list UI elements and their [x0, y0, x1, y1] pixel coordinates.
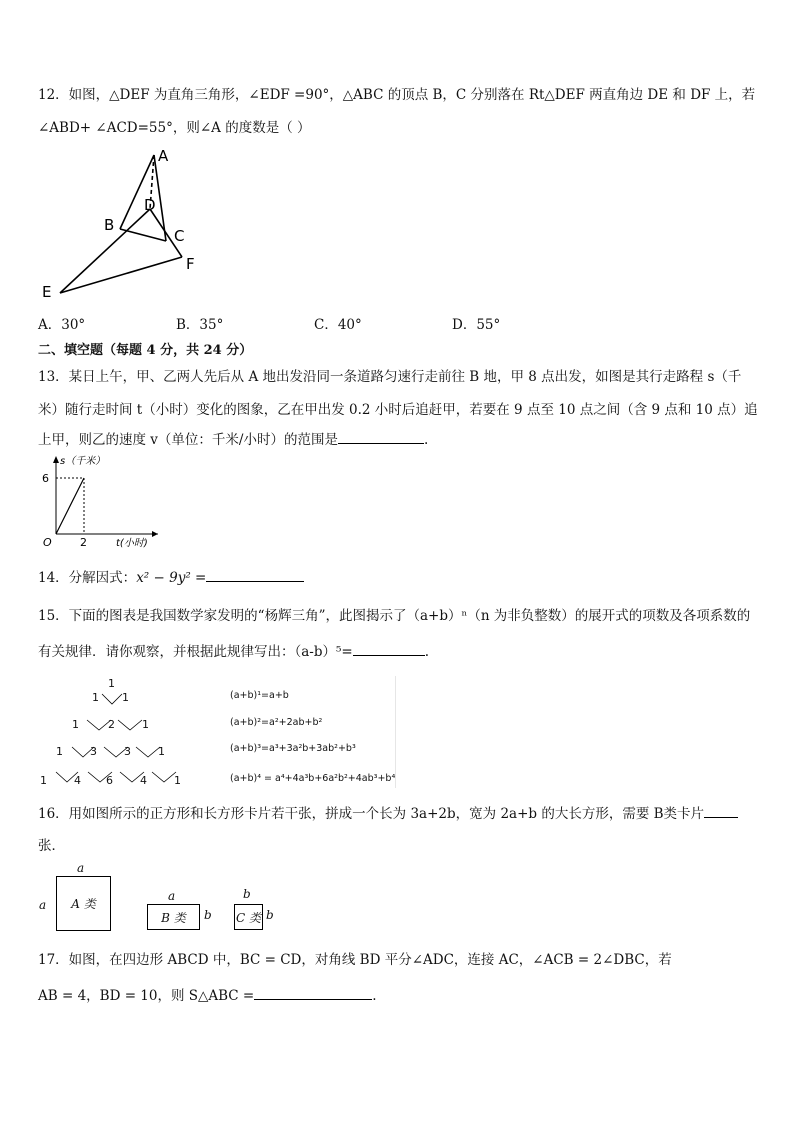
q16-answer-blank: [704, 803, 738, 818]
expansion-3: (a+b)³=a³+3a²b+3ab²+b³: [230, 743, 356, 754]
tri-r4-2: 3: [124, 745, 131, 758]
q16-line2: 张．: [38, 838, 65, 854]
q14-line: [38, 566, 304, 586]
q17-answer-blank: [254, 985, 372, 1000]
graph-origin: O: [43, 536, 52, 549]
label-C: C: [174, 227, 185, 245]
q15-line1: 15．下面的图表是我国数学家发明的“杨辉三角”，此图揭示了（a+b）ⁿ（n 为非负整数）的展开式的项数及各项系数的: [38, 608, 751, 624]
q17-line2-end: .: [372, 988, 377, 1004]
label-A: A: [158, 147, 169, 165]
q12-option-b: B．35°: [176, 317, 224, 333]
tri-r5-4: 1: [174, 774, 181, 787]
q12-option-a: A．30°: [38, 317, 86, 333]
q12-triangle-figure: [36, 143, 206, 303]
tri-r5-0: 1: [40, 774, 47, 787]
q14-expr: x² − 9y² =: [136, 570, 207, 586]
q16-line1: [38, 802, 738, 822]
q13-answer-blank: [338, 429, 424, 444]
tri-r4-1: 3: [90, 745, 97, 758]
label-B: B: [104, 216, 115, 234]
card-b-right-label: b: [204, 908, 212, 922]
q13-line1: 13．某日上午，甲、乙两人先后从 A 地出发沿同一条道路匀速行走前往 B 地，甲 8 点出发，如图是其行走路程 s（千: [38, 369, 742, 385]
tri-r2-1: 1: [122, 691, 129, 704]
tri-r4-3: 1: [158, 745, 165, 758]
card-b: B 类: [147, 904, 200, 930]
card-b-top-label: a: [168, 889, 176, 903]
card-a: A 类: [56, 876, 111, 931]
card-c: C 类: [234, 904, 263, 930]
tri-r5-3: 4: [140, 774, 147, 787]
card-c-right-label: b: [266, 908, 274, 922]
graph-ylabel: s（千米）: [60, 456, 106, 467]
tri-r4-0: 1: [56, 745, 63, 758]
yanghui-triangle: [36, 672, 206, 792]
card-c-top-label: b: [243, 887, 251, 901]
q15-line2: [38, 640, 429, 660]
q13-line3: [38, 428, 428, 448]
graph-xtick: 2: [80, 536, 87, 549]
label-F: F: [186, 255, 195, 273]
q12-line1: 12．如图，△DEF 为直角三角形，∠EDF =90°，△ABC 的顶点 B，C 分别落在 Rt△DEF 两直角边 DE 和 DF 上，若: [38, 87, 756, 103]
expansion-4: (a+b)⁴ = a⁴+4a³b+6a²b²+4ab³+b⁴: [230, 773, 396, 784]
tri-r3-0: 1: [72, 718, 79, 731]
q17-line2: [38, 984, 377, 1004]
q15-line2-text: 有关规律．请你观察，并根据此规律写出：（a-b）⁵=: [38, 644, 353, 660]
expansion-2: (a+b)²=a²+2ab+b²: [230, 717, 323, 728]
q12-line2: ∠ABD+ ∠ACD=55°，则∠A 的度数是（ ）: [38, 120, 311, 136]
card-a-left-label: a: [39, 898, 47, 912]
label-D: D: [144, 196, 156, 214]
graph-xlabel: t(小时): [116, 538, 148, 549]
tri-r5-2: 6: [106, 774, 113, 787]
tri-r3-1: 2: [108, 718, 115, 731]
q13-line3-text: 上甲，则乙的速度 v（单位：千米/小时）的范围是: [38, 432, 338, 448]
q15-answer-blank: [353, 641, 425, 656]
q13-distance-time-graph: [38, 450, 168, 550]
q14-text: 14．分解因式：: [38, 570, 137, 586]
q13-line3-end: .: [423, 432, 429, 448]
tri-r5-1: 4: [74, 774, 81, 787]
q12-option-c: C．40°: [314, 317, 362, 333]
graph-ytick: 6: [42, 472, 49, 485]
section-title: 二、填空题（每题 4 分，共 24 分）: [38, 343, 253, 358]
expansion-1: (a+b)¹=a+b: [230, 690, 289, 701]
card-a-top-label: a: [77, 861, 85, 875]
q14-answer-blank: [206, 567, 304, 582]
q15-line2-end: .: [424, 644, 430, 660]
q17-line2-text: AB = 4，BD = 10，则 S△ABC =: [38, 988, 255, 1004]
tri-r2-0: 1: [92, 691, 99, 704]
table-divider: [395, 676, 396, 788]
q13-line2: 米）随行走时间 t（小时）变化的图象，乙在甲出发 0.2 小时后追赶甲，若要在 9 点至 10 点之间（含 9 点和 10 点）追: [38, 402, 758, 418]
label-E: E: [42, 283, 52, 301]
q16-line1-text: 16．用如图所示的正方形和长方形卡片若干张，拼成一个长为 3a+2b，宽为 2a+b 的大长方形，需要 B类卡片: [38, 806, 705, 822]
q17-line1: 17．如图，在四边形 ABCD 中，BC = CD，对角线 BD 平分∠ADC，连接 AC，∠ACB = 2∠DBC，若: [38, 952, 672, 968]
tri-r3-2: 1: [142, 718, 149, 731]
q12-option-d: D．55°: [452, 317, 501, 333]
tri-r1-0: 1: [108, 677, 115, 690]
